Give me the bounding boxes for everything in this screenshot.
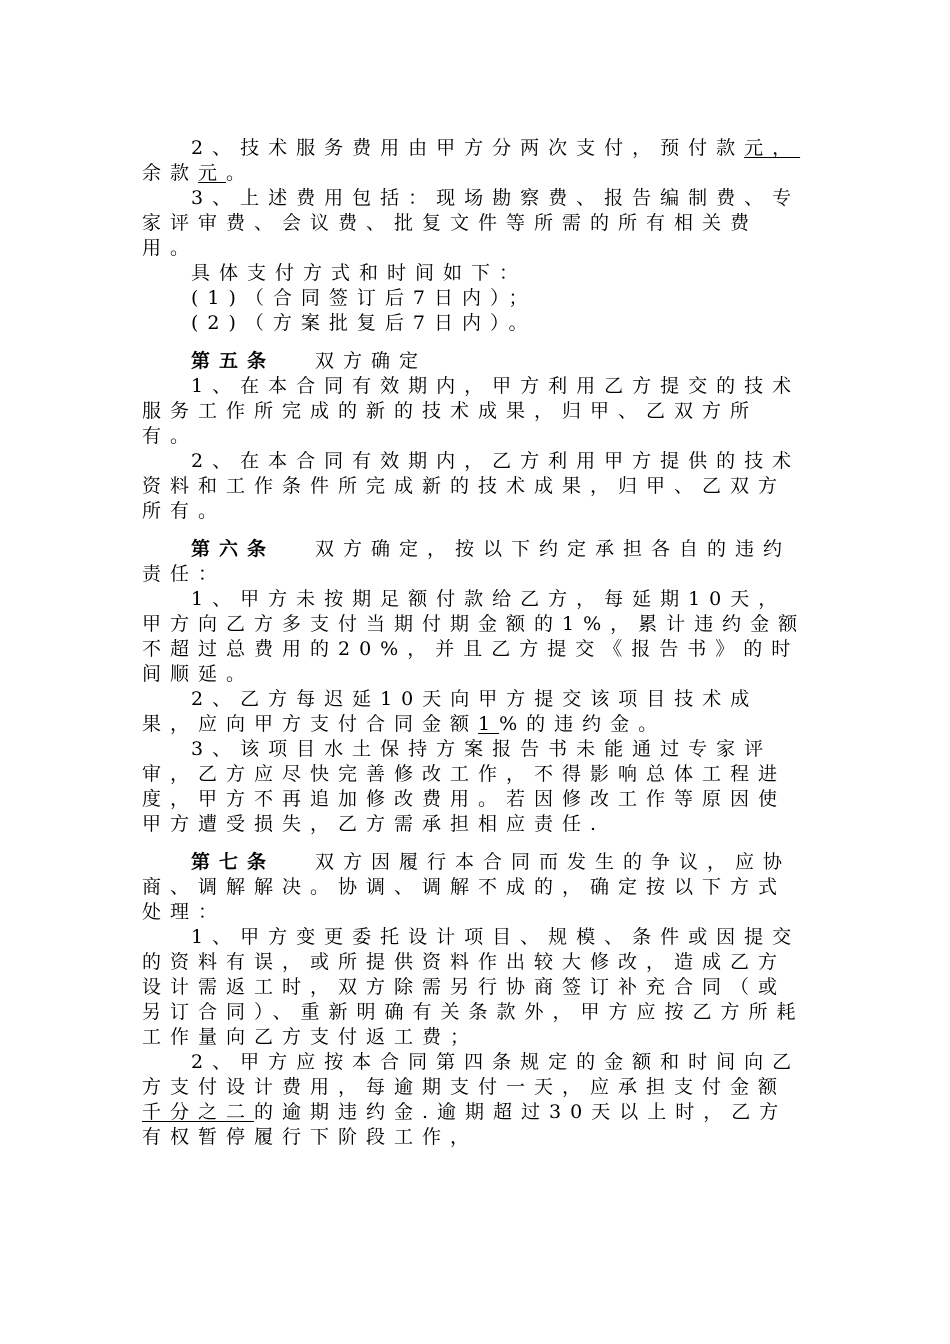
article-5: 第五条 双方确定 (191, 350, 428, 372)
paragraph-article7-2: 2、甲方应按本合同第四条规定的金额和时间向乙方支付设计费用，每逾期支付一天，应承担支付金额千分之二的逾期违约金.逾期超过30天以上时，乙方有权暂停履行下阶段工作， (142, 1051, 801, 1148)
paragraph-article6-3: 3、该项目水土保持方案报告书未能通过专家评审，乙方应尽快完善修改工作，不得影响总体工程进度，甲方不再追加修改费用。若因修改工作等原因使甲方遭受损失，乙方需承担相应责任. (142, 738, 787, 835)
paragraph-fee-scope: 3、上述费用包括：现场勘察费、报告编制费、专家评审费、会议费、批复文件等所需的所有相关费用。 (142, 187, 801, 259)
contract-body (142, 136, 812, 1150)
article-7-heading: 第七条 (191, 851, 276, 873)
paragraph-article5-1: 1、在本合同有效期内，甲方利用乙方提交的技术服务工作所完成的新的技术成果，归甲、乙双方所有。 (142, 375, 801, 447)
article-6-heading: 第六条 (191, 538, 276, 560)
paragraph-article5-2: 2、在本合同有效期内，乙方利用甲方提供的技术资料和工作条件所完成新的技术成果，归甲、乙双方所有。 (142, 450, 801, 522)
paragraph-article6-1: 1、甲方未按期足额付款给乙方，每延期10天，甲方向乙方多支付当期付期金额的1%，累计违约金额不超过总费用的20%，并且乙方提交《报告书》的时间顺延。 (142, 588, 807, 685)
payment-item-2: (2)（方案批复后7日内）。 (191, 312, 537, 334)
paragraph-article7-1: 1、甲方变更委托设计项目、规模、条件或因提交的资料有误，或所提供资料作出较大修改，造成乙方设计需返工时，双方除需另行协商签订补充合同（或另订合同）、重新明确有关条款外，甲方应按乙方所耗工作量向乙方支付返工费； (142, 926, 805, 1048)
penalty-rate-blank: 1 (478, 713, 500, 735)
paragraph-payment-method: 具体支付方式和时间如下： (191, 262, 528, 284)
balance-amount-blank: 元 (198, 162, 227, 184)
paragraph-payment-installments: 2、技术服务费用由甲方分两次支付，预付款元，余款元。 (142, 137, 801, 184)
article-7: 第七条 双方因履行本合同而发生的争议，应协商、调解解决。协调、调解不成的，确定按以下方式处理： (142, 851, 792, 923)
paragraph-article6-2: 2、乙方每迟延10天向甲方提交该项目技术成果，应向甲方支付合同金额1%的违约金。 (142, 688, 759, 735)
article-5-heading: 第五条 (191, 350, 276, 372)
advance-amount-blank: 元， (744, 137, 801, 159)
late-fee-rate-blank: 千分之二 (142, 1101, 255, 1123)
article-6: 第六条 双方确定，按以下约定承担各自的违约责任： (142, 538, 792, 585)
payment-item-1: (1)（合同签订后7日内）； (191, 287, 537, 309)
